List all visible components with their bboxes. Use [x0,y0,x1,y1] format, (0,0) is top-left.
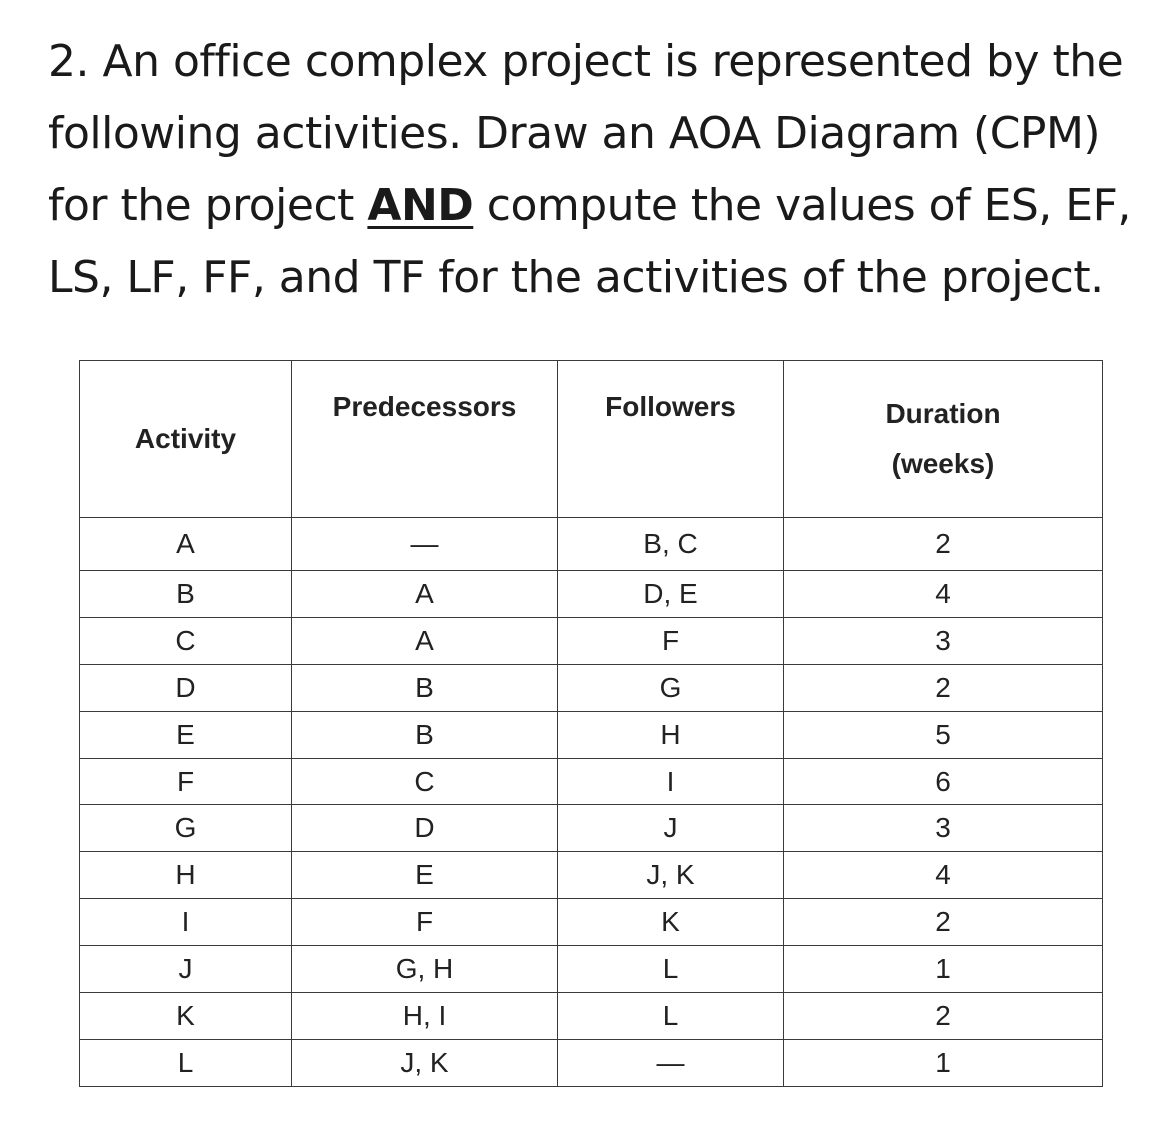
cell-followers: F [558,617,784,664]
cell-activity: G [80,805,292,852]
header-duration [784,361,1103,518]
table-row [80,805,1103,852]
table-row [80,758,1103,805]
table-row [80,518,1103,571]
cell-predecessors: — [292,518,558,571]
cell-followers: — [558,1039,784,1086]
table-row [80,899,1103,946]
table-row [80,617,1103,664]
cell-duration: 2 [784,518,1103,571]
cell-activity: L [80,1039,292,1086]
question-text [48,26,1138,314]
cell-predecessors: A [292,571,558,618]
cell-activity: H [80,852,292,899]
cell-followers: L [558,946,784,993]
cell-followers: G [558,664,784,711]
table-row [80,711,1103,758]
table-row [80,852,1103,899]
table-row [80,993,1103,1040]
cell-duration: 2 [784,664,1103,711]
cell-predecessors: H, I [292,993,558,1040]
cell-predecessors: J, K [292,1039,558,1086]
cell-duration: 5 [784,711,1103,758]
cell-activity: B [80,571,292,618]
cell-duration: 3 [784,805,1103,852]
cell-duration: 1 [784,1039,1103,1086]
cell-followers: J, K [558,852,784,899]
header-activity [80,361,292,518]
header-followers-label: Followers [605,391,736,422]
cell-activity: D [80,664,292,711]
cell-predecessors: C [292,758,558,805]
table-header-row [80,361,1103,518]
cell-activity: E [80,711,292,758]
header-predecessors-label: Predecessors [332,391,517,422]
cell-followers: H [558,711,784,758]
cell-predecessors: B [292,711,558,758]
table-row [80,946,1103,993]
header-activity-label: Activity [134,423,237,454]
cell-followers: J [558,805,784,852]
cell-duration: 2 [784,899,1103,946]
cell-activity: K [80,993,292,1040]
question-text-start: 2. An office complex project is represented by the following activities. Draw an AOA Diagram (CPM) for the project [48,36,1124,231]
cell-duration: 1 [784,946,1103,993]
cell-duration: 6 [784,758,1103,805]
cell-followers: K [558,899,784,946]
cell-predecessors: B [292,664,558,711]
cell-activity: C [80,617,292,664]
cell-predecessors: D [292,805,558,852]
table-row [80,664,1103,711]
cell-followers: L [558,993,784,1040]
header-duration-line2: (weeks) [891,448,995,479]
cell-activity: I [80,899,292,946]
cell-activity: F [80,758,292,805]
cell-predecessors: E [292,852,558,899]
cell-followers: I [558,758,784,805]
header-predecessors [292,361,558,518]
cell-followers: D, E [558,571,784,618]
cell-predecessors: F [292,899,558,946]
question-emphasis: AND [367,180,474,231]
cell-activity: J [80,946,292,993]
question-text-end: compute the values of ES, EF, LS, LF, FF, and TF for the activities of the project. [48,180,1131,303]
cell-activity: A [80,518,292,571]
activity-table [79,360,1103,1087]
header-duration-line1: Duration [885,398,1001,429]
cell-predecessors: G, H [292,946,558,993]
cell-followers: B, C [558,518,784,571]
cell-duration: 2 [784,993,1103,1040]
cell-duration: 4 [784,571,1103,618]
header-followers [558,361,784,518]
cell-predecessors: A [292,617,558,664]
table-row [80,1039,1103,1086]
cell-duration: 3 [784,617,1103,664]
cell-duration: 4 [784,852,1103,899]
table-row [80,571,1103,618]
